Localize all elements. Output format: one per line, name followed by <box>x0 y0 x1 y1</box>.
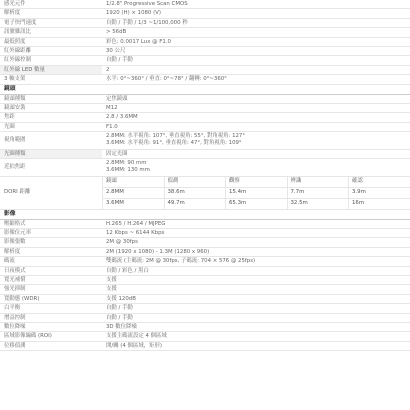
spec-value: 2M (1920 x 1080) - 1.3M (1280 x 960) <box>102 247 410 256</box>
dori-header-cell: 偵測 <box>164 177 226 188</box>
spec-label: 日夜模式 <box>0 266 102 275</box>
spec-row <box>0 75 410 84</box>
spec-value: 開/關 (4 個區域，矩形) <box>102 341 410 350</box>
spec-label: 寬光補償 <box>0 275 102 284</box>
lens-section-title: 鏡頭 <box>0 84 410 94</box>
spec-label: 近拍焦距 <box>0 159 102 176</box>
spec-value: 雙碼流 (主碼流: 2M @ 30fps, 子碼流: 704 × 576 @ 25fps) <box>102 257 410 266</box>
spec-value: H.265 / H.264 / MJPEG <box>102 219 410 228</box>
spec-row <box>0 149 410 158</box>
spec-value: 1/2.8" Progressive Scan CMOS <box>102 0 410 9</box>
spec-row <box>0 122 410 131</box>
spec-row <box>0 304 410 313</box>
spec-row <box>0 247 410 256</box>
dori-header-cell: 觀察 <box>226 177 288 188</box>
spec-label: 鏡頭安裝 <box>0 104 102 113</box>
lens-section <box>0 84 410 94</box>
spec-label: 視角範圍 <box>0 132 102 149</box>
spec-row <box>0 332 410 341</box>
spec-value: 彩色: 0.0017 Lux @ F1.0 <box>102 37 410 46</box>
spec-row <box>0 56 410 65</box>
spec-value: 3D 數位降噪 <box>102 322 410 331</box>
spec-row <box>0 113 410 122</box>
spec-label: 光圈種類 <box>0 149 102 158</box>
spec-label: 感光元件 <box>0 0 102 9</box>
spec-row <box>0 0 410 9</box>
spec-row <box>0 294 410 303</box>
spec-value <box>102 132 410 149</box>
spec-label: 碼流 <box>0 257 102 266</box>
spec-row <box>0 132 410 149</box>
spec-value: 自動 / 彩色 / 黑白 <box>102 266 410 275</box>
dori-header-row <box>103 177 410 188</box>
spec-value: 支援 120dB <box>102 294 410 303</box>
dori-data-cell: 65.3m <box>226 198 288 209</box>
spec-value: 1920 (H) × 1080 (V) <box>102 9 410 18</box>
spec-label: 壓縮格式 <box>0 219 102 228</box>
spec-label: 紅外線控制 <box>0 56 102 65</box>
spec-value: 2 <box>102 65 410 74</box>
spec-label: 寬動態 (WDR) <box>0 294 102 303</box>
spec-value-line: 2.8MM: 90 mm <box>106 160 147 167</box>
spec-value-line: 定焦鏡頭 <box>106 95 128 102</box>
dori-row <box>0 176 410 209</box>
dori-data-row <box>103 198 410 209</box>
dori-data-cell: 32.5m <box>287 198 349 209</box>
spec-value: 支援 <box>102 285 410 294</box>
spec-value: 支援 <box>102 275 410 284</box>
spec-label: 白平衡 <box>0 304 102 313</box>
dori-label: DORI 距離 <box>0 176 102 209</box>
section-header-lens <box>0 84 410 94</box>
spec-label: 鏡頭種類 <box>0 94 102 103</box>
spec-label: 強光抑制 <box>0 285 102 294</box>
spec-label: 解析度 <box>0 9 102 18</box>
dori-data-cell: 38.6m <box>164 187 226 198</box>
spec-row <box>0 275 410 284</box>
dori-table <box>102 177 410 209</box>
lens-rows <box>0 94 410 176</box>
dori-header-cell: 鏡頭 <box>103 177 165 188</box>
spec-row <box>0 313 410 322</box>
spec-label: 光圈 <box>0 122 102 131</box>
spec-label: 焦距 <box>0 113 102 122</box>
spec-label: 數位降噪 <box>0 322 102 331</box>
spec-row <box>0 47 410 56</box>
spec-row <box>0 159 410 176</box>
dori-data-row <box>103 187 410 198</box>
spec-value: 2M @ 30fps <box>102 238 410 247</box>
spec-value: 12 Kbps ~ 6144 Kbps <box>102 228 410 237</box>
spec-value: 自動 / 手動 <box>102 56 410 65</box>
spec-value <box>102 104 410 113</box>
spec-row <box>0 266 410 275</box>
spec-label: 紅外線 LED 數量 <box>0 65 102 74</box>
dori-table-cell <box>102 176 410 209</box>
spec-value: 支援主碼流設定 4 個區域 <box>102 332 410 341</box>
spec-label: 最低照度 <box>0 37 102 46</box>
spec-label: 影像位元率 <box>0 228 102 237</box>
spec-value-line: 2.8 / 3.6MM <box>106 114 138 121</box>
spec-row <box>0 219 410 228</box>
section-header-image <box>0 209 410 219</box>
spec-value-line: 3.6MM: 水平視角: 91°, 垂直視角: 47°, 對角視角: 109° <box>106 140 242 147</box>
dori-section <box>0 176 410 209</box>
spec-row <box>0 257 410 266</box>
spec-value <box>102 94 410 103</box>
dori-data-cell: 16m <box>349 198 410 209</box>
spec-value-line: 3.6MM: 130 mm <box>106 167 150 174</box>
spec-label: 位移偵測 <box>0 341 102 350</box>
spec-label: 區域影像編碼 (ROI) <box>0 332 102 341</box>
dori-data-cell: 3.9m <box>349 187 410 198</box>
spec-value <box>102 159 410 176</box>
image-rows <box>0 219 410 351</box>
spec-value: 水平: 0°~360° / 垂直: 0°~78° / 翻轉: 0°~360° <box>102 75 410 84</box>
image-section-title: 影像 <box>0 209 410 219</box>
spec-value: 自動 / 手動 <box>102 304 410 313</box>
spec-value: > 56dB <box>102 28 410 37</box>
spec-row <box>0 228 410 237</box>
spec-value-line: F1.0 <box>106 123 118 130</box>
spec-row <box>0 322 410 331</box>
camera-section <box>0 0 410 84</box>
dori-data-cell: 7.7m <box>287 187 349 198</box>
spec-label: 3 軸支架 <box>0 75 102 84</box>
spec-label: 解析度 <box>0 247 102 256</box>
spec-label: 電子快門速度 <box>0 18 102 27</box>
dori-header-cell: 確認 <box>349 177 410 188</box>
spec-label: 影像張數 <box>0 238 102 247</box>
dori-data-cell: 15.4m <box>226 187 288 198</box>
spec-value-line: 固定光圈 <box>106 150 128 157</box>
spec-row <box>0 18 410 27</box>
spec-label: 訊號雜訊比 <box>0 28 102 37</box>
spec-value-line: M12 <box>106 105 118 112</box>
spec-value-line: 2.8MM: 水平視角: 107°, 垂直視角: 55°, 對角視角: 127° <box>106 133 246 140</box>
spec-value <box>102 113 410 122</box>
dori-data-cell: 3.6MM <box>103 198 165 209</box>
spec-value <box>102 149 410 158</box>
spec-row <box>0 341 410 350</box>
spec-row <box>0 238 410 247</box>
image-section <box>0 209 410 219</box>
spec-value: 自動 / 手動 / 1/3 ~1/100,000 秒 <box>102 18 410 27</box>
spec-label: 紅外線距離 <box>0 47 102 56</box>
spec-row <box>0 65 410 74</box>
dori-data-cell: 2.8MM <box>103 187 165 198</box>
spec-row <box>0 9 410 18</box>
spec-value: 30 公尺 <box>102 47 410 56</box>
dori-data-cell: 49.7m <box>164 198 226 209</box>
spec-value <box>102 122 410 131</box>
spec-row <box>0 285 410 294</box>
dori-header-cell: 辨識 <box>287 177 349 188</box>
spec-row <box>0 37 410 46</box>
spec-row <box>0 104 410 113</box>
spec-label: 增益控制 <box>0 313 102 322</box>
spec-row <box>0 94 410 103</box>
spec-value: 自動 / 手動 <box>102 313 410 322</box>
spec-row <box>0 28 410 37</box>
